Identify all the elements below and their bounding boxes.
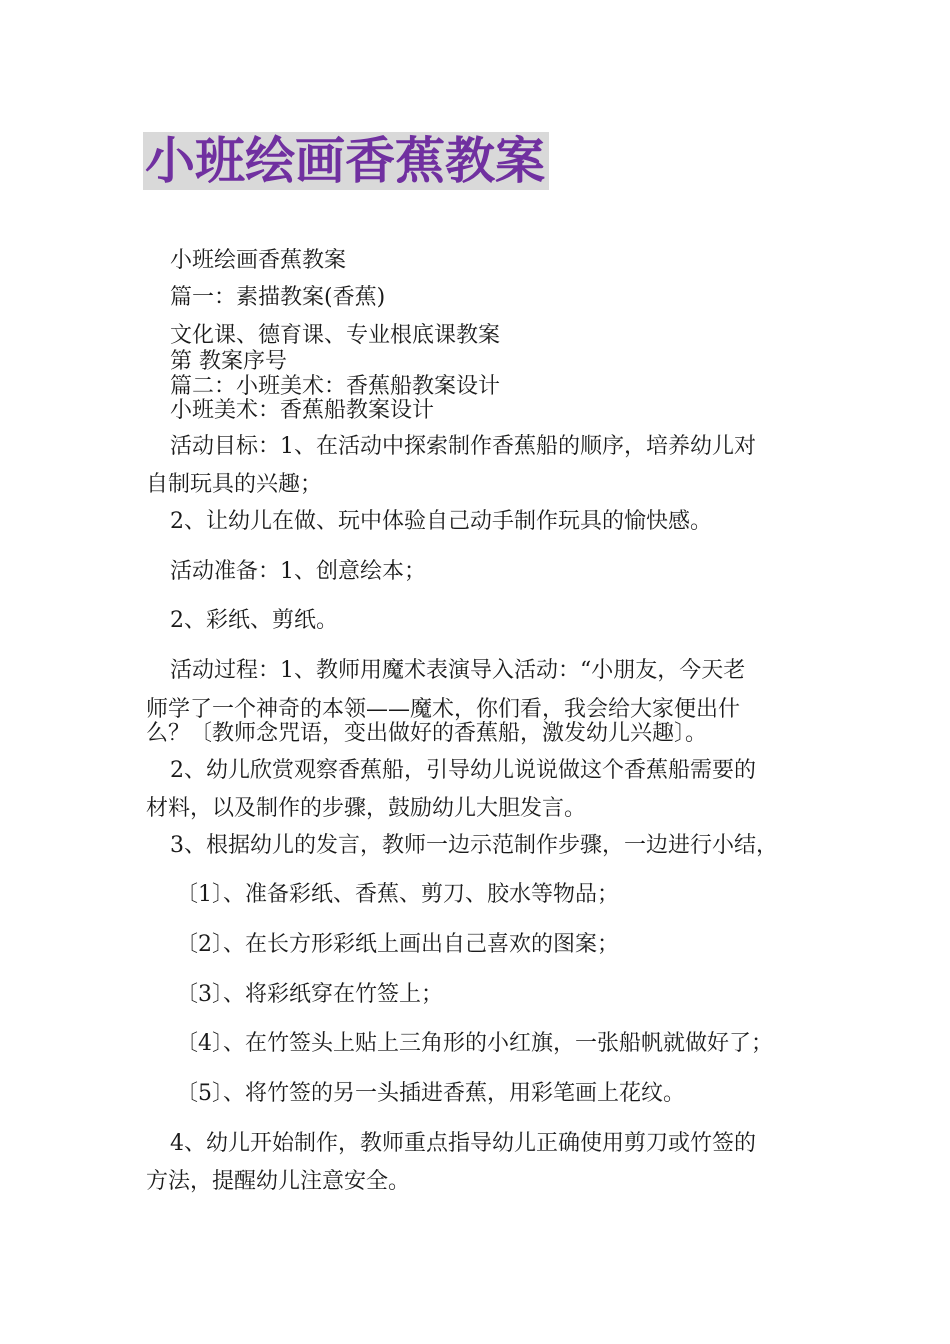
document-title: 小班绘画香蕉教案 (143, 132, 549, 190)
text-line: 自制玩具的兴趣； (146, 472, 323, 497)
text-line: 材料，以及制作的步骤，鼓励幼儿大胆发言。 (146, 796, 587, 821)
text-line: 么？〔教师念咒语，变出做好的香蕉船，激发幼儿兴趣〕。 (146, 721, 708, 746)
text-line: 第 教案序号 (170, 349, 287, 374)
text-line: 师学了一个神奇的本领——魔术，你们看，我会给大家便出什 (146, 697, 741, 722)
text-line: 2、彩纸、剪纸。 (170, 608, 338, 633)
list-item: 〔4〕、在竹签头上贴上三角形的小红旗，一张船帆就做好了； (176, 1031, 773, 1056)
text-line: 3、根据幼儿的发言，教师一边示范制作步骤，一边进行小结， (170, 833, 778, 858)
text-line: 2、让幼儿在做、玩中体验自己动手制作玩具的愉快感。 (170, 509, 712, 534)
text-line: 活动目标：1、在活动中探索制作香蕉船的顺序，培养幼儿对 (170, 434, 756, 459)
text-line: 4、幼儿开始制作，教师重点指导幼儿正确使用剪刀或竹签的 (170, 1131, 756, 1156)
list-item: 〔2〕、在长方形彩纸上画出自己喜欢的图案； (176, 932, 619, 957)
text-line: 小班美术：香蕉船教案设计 (170, 398, 435, 423)
list-item: 〔1〕、准备彩纸、香蕉、剪刀、胶水等物品； (176, 882, 619, 907)
text-line: 篇二：小班美术：香蕉船教案设计 (170, 374, 501, 399)
text-line: 活动准备：1、创意绘本； (170, 559, 426, 584)
list-item: 〔3〕、将彩纸穿在竹签上； (176, 982, 443, 1007)
text-line: 篇一：素描教案(香蕉) (170, 285, 386, 310)
text-line: 2、幼儿欣赏观察香蕉船，引导幼儿说说做这个香蕉船需要的 (170, 758, 756, 783)
text-line: 小班绘画香蕉教案 (170, 248, 347, 273)
text-line: 方法，提醒幼儿注意安全。 (146, 1169, 411, 1194)
text-line: 活动过程：1、教师用魔术表演导入活动：“小朋友，今天老 (170, 658, 746, 683)
list-item: 〔5〕、将竹签的另一头插进香蕉，用彩笔画上花纹。 (176, 1081, 685, 1106)
text-line: 文化课、德育课、专业根底课教案 (170, 323, 501, 348)
